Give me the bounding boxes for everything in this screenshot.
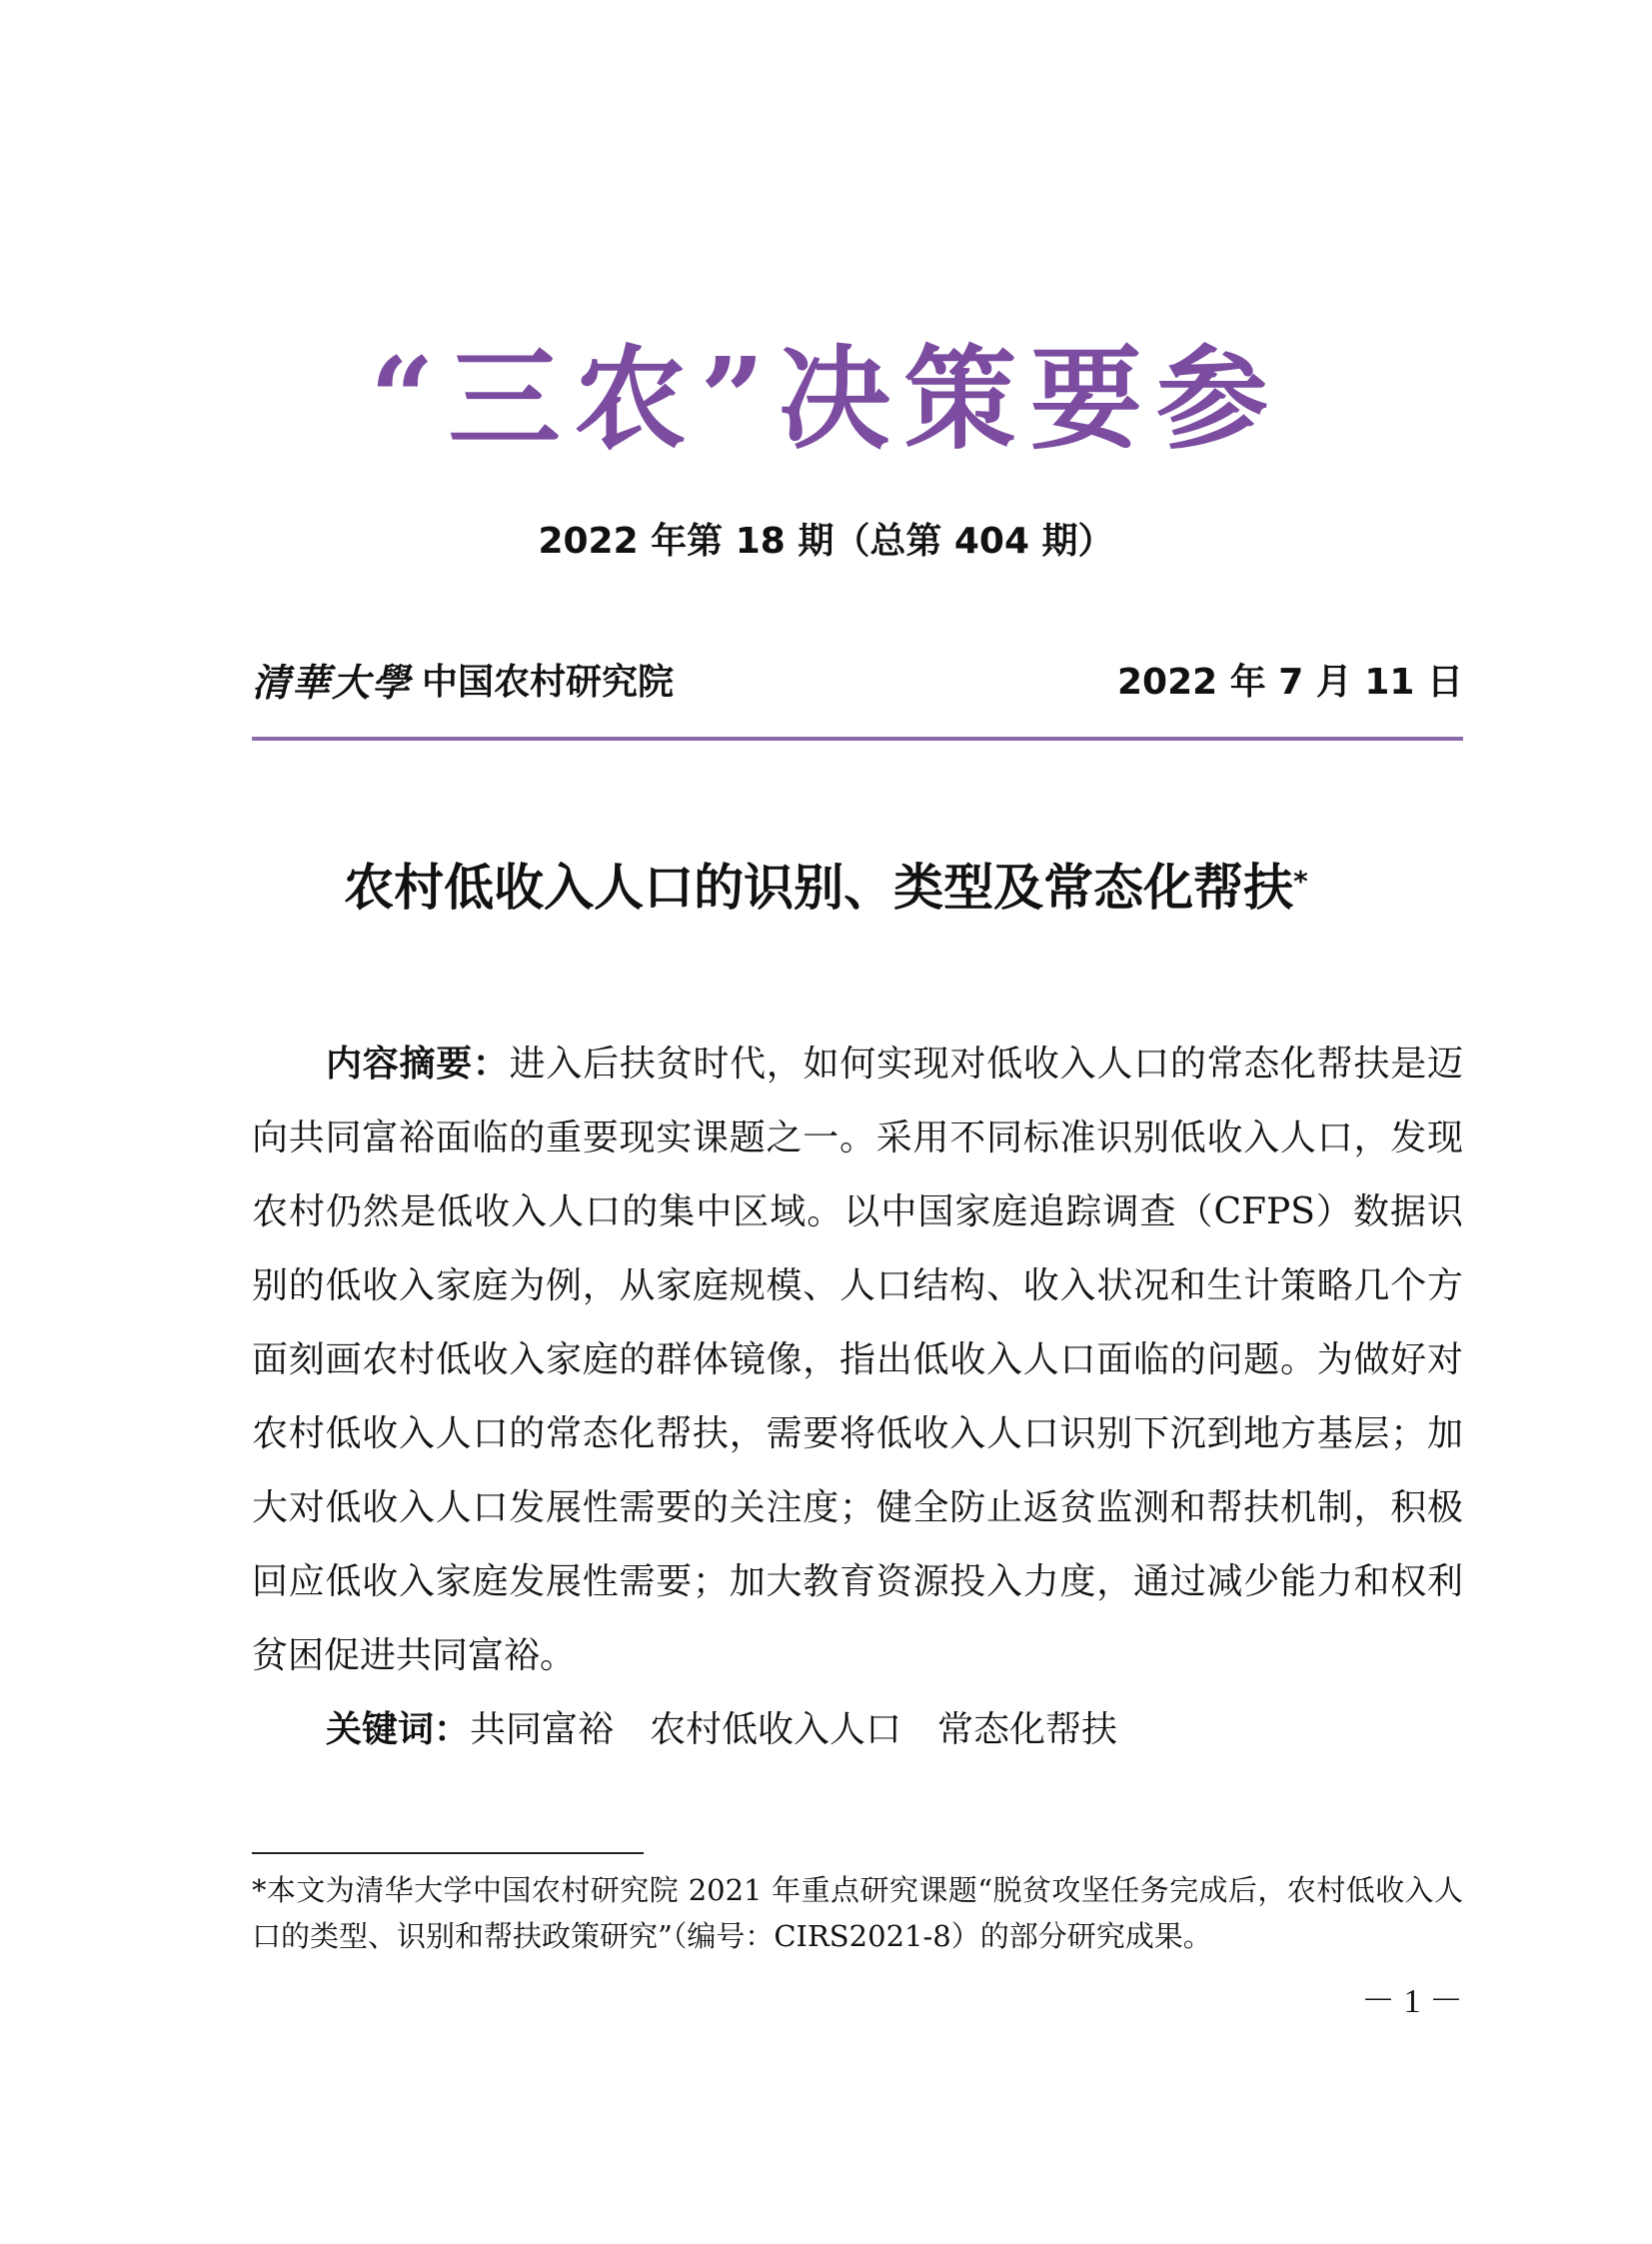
title-footnote-mark: * bbox=[1293, 865, 1308, 898]
abstract-label: 内容摘要： bbox=[326, 1044, 510, 1085]
footnote-text: *本文为清华大学中国农村研究院 2021 年重点研究课题“脱贫攻坚任务完成后，农村低收入人口的类型、识别和帮扶政策研究”（编号：CIRS2021-8）的部分研究成果。 bbox=[252, 1873, 1463, 1953]
keyword-item: 常态化帮扶 bbox=[937, 1709, 1118, 1750]
university-logo: 清華大學 bbox=[252, 660, 413, 705]
article-title-text: 农村低收入人口的识别、类型及常态化帮扶 bbox=[344, 859, 1294, 917]
footnote-divider bbox=[252, 1852, 644, 1854]
keyword-item: 农村低收入人口 bbox=[650, 1709, 902, 1750]
publication-date: 2022 年 7 月 11 日 bbox=[1116, 662, 1463, 703]
abstract-paragraph bbox=[252, 1028, 1463, 1693]
page-number: － 1 － bbox=[1361, 1983, 1463, 2020]
masthead-title: “三农”决策要参 bbox=[370, 334, 1282, 465]
issue-line: 2022 年第 18 期（总第 404 期） bbox=[538, 521, 1114, 562]
keywords-line bbox=[326, 1693, 1153, 1767]
institute-name: 中国农村研究院 bbox=[422, 662, 675, 703]
keywords-label: 关键词： bbox=[326, 1709, 471, 1750]
abstract-text: 进入后扶贫时代，如何实现对低收入人口的常态化帮扶是迈向共同富裕面临的重要现实课题之一。采用不同标准识别低收入人口，发现农村仍然是低收入人口的集中区域。以中国家庭追踪调查（CFPS）数据识别的低收入家庭为例，从家庭规模、人口结构、收入状况和生计策略几个方面刻画农村低收入家庭的群体镜像，指出低收入人口面临的问题。为做好对农村低收入人口的常态化帮扶，需要将低收入人口识别下沉到地方基层；加大对低收入人口发展性需要的关注度；健全防止返贫监测和帮扶机制，积极回应低收入家庭发展性需要；加大教育资源投入力度，通过减少能力和权利贫困促进共同富裕。 bbox=[252, 1044, 1463, 1676]
keyword-item: 共同富裕 bbox=[470, 1709, 615, 1750]
article-title bbox=[0, 852, 1652, 924]
header-divider bbox=[252, 737, 1463, 741]
org-header-row bbox=[252, 655, 1463, 715]
